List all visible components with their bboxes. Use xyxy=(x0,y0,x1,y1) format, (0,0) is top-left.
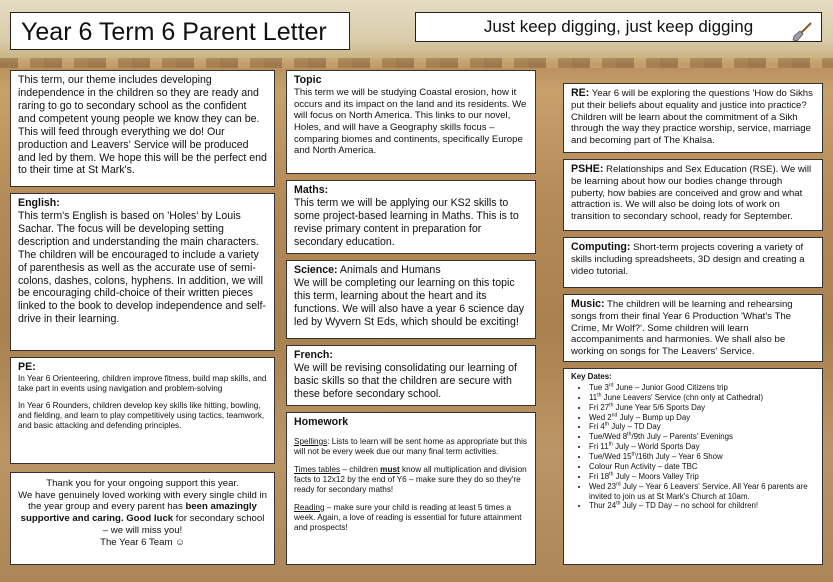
motto-banner xyxy=(415,12,822,42)
key-date-item xyxy=(589,413,815,423)
topic-section xyxy=(286,70,536,174)
key-dates-heading: Key Dates: xyxy=(571,372,612,381)
french-section xyxy=(286,345,536,406)
topic-heading: Topic xyxy=(294,74,322,86)
motto-text: Just keep digging, just keep digging xyxy=(483,17,754,36)
computing-heading: Computing: xyxy=(571,241,631,253)
key-date-ordinal: th xyxy=(608,441,613,448)
spellings-text: : Lists to learn will be sent home as appropriate but this will not be every week due our many final term activities. xyxy=(294,436,528,456)
re-heading: RE: xyxy=(571,87,590,99)
intro-section xyxy=(10,70,275,187)
french-heading: French: xyxy=(294,349,333,361)
science-text: We will be completing our learning on this topic this term, learning about the heart and its functions. We will also have a year 6 science day led by Wyvern St Eds, which should be exciting! xyxy=(294,276,525,328)
key-date-post: July – Moors Valley Trip xyxy=(613,471,699,481)
key-date-pre: Tue/Wed 15 xyxy=(589,452,632,461)
key-date-post: July – TD Day – no school for children! xyxy=(620,501,759,511)
key-date-item xyxy=(589,452,815,462)
reading-text: – make sure your child is reading at least 5 times a week. Again, a love of reading is essential for future attainment and prospects! xyxy=(294,502,522,532)
key-date-post: /16th July – Year 6 Show xyxy=(635,452,723,461)
maths-heading: Maths: xyxy=(294,184,329,196)
computing-section xyxy=(563,237,823,288)
homework-timestables xyxy=(294,465,528,495)
key-dates-section xyxy=(563,368,823,565)
key-date-post: /9th July – Parents' Evenings xyxy=(631,432,733,442)
key-date-pre: Fri 11 xyxy=(589,442,609,452)
key-date-pre: Fri 27 xyxy=(589,402,610,412)
timestables-text1: – children xyxy=(340,464,381,474)
key-date-ordinal: th xyxy=(627,431,632,438)
key-date-pre: 11 xyxy=(589,392,598,402)
reading-label: Reading xyxy=(294,502,325,512)
key-date-ordinal: th xyxy=(631,451,636,458)
key-date-post: June Year 5/6 Sports Day xyxy=(613,402,706,412)
spade-icon xyxy=(791,21,813,42)
re-section xyxy=(563,83,823,153)
maths-text: This term we will be applying our KS2 skills to some project-based learning in Maths. This is to revise primary content in preparation for secondary education. xyxy=(294,196,519,248)
re-text: Year 6 will be exploring the questions 'How do Sikhs put their beliefs about equality and justice into practice? Children will be learn about the commitment of a Sikh through the way they practice worship, service, marriage and becoming part of The Khalsa. xyxy=(571,88,813,147)
maths-section xyxy=(286,180,536,254)
key-date-ordinal: th xyxy=(604,421,610,428)
pe-section xyxy=(10,357,275,464)
topic-text: This term we will be studying Coastal erosion, how it occurs and its impact on the land and its residents. We will focus on North America. This links to our novel, Holes, and will have a Geography skills focus – comparing biomes and continents, specifically Europe and North America. xyxy=(294,86,527,157)
timestables-label: Times tables xyxy=(294,464,341,474)
science-section xyxy=(286,260,536,339)
science-subject: Animals and Humans xyxy=(337,264,441,276)
key-date-pre: Wed 23 xyxy=(589,481,617,491)
key-date-post: July – Year 6 Leavers' Service. All Year 6 parents are invited to join us at St Mark's Church at 10am. xyxy=(589,481,808,501)
homework-spellings xyxy=(294,437,528,457)
key-date-item xyxy=(589,403,815,413)
key-date-pre: Fri 18 xyxy=(589,471,610,481)
key-date-pre: Thur 24 xyxy=(589,501,617,511)
key-date-pre: Tue 3 xyxy=(589,382,609,392)
key-date-pre: Colour Run Activity – date TBC xyxy=(589,461,698,471)
key-date-ordinal: th xyxy=(609,471,614,478)
french-text: We will be revising consolidating our learning of basic skills so that the children are secure with these before secondary school. xyxy=(294,361,517,400)
computing-text: Short-term projects covering a variety of skills including spreadsheets, 3D design and creating a video tutorial. xyxy=(571,242,805,277)
key-date-pre: Tue/Wed 8 xyxy=(589,432,628,442)
thanks-emphasis: been amazingly supportive and caring. Good luck xyxy=(20,501,257,525)
thanks-line2c: for secondary school – we will miss you! xyxy=(102,513,265,536)
pe-para1: In Year 6 Orienteering, children improve fitness, build map skills, and take part in events using navigation and problem-solving xyxy=(18,373,267,393)
key-date-pre: Fri 4 xyxy=(589,422,605,432)
pe-para2: In Year 6 Rounders, children develop key skills like hitting, bowling, and fielding, and learn to play competitively using tactics, teamwork, and basic attacking and defending principles. xyxy=(18,400,265,430)
thanks-line2a: We have genuinely loved working with every single child in the year group and every parent has xyxy=(18,489,267,513)
key-date-post: June – Junior Good Citizens trip xyxy=(613,382,728,392)
key-date-post: July – World Sports Day xyxy=(612,442,700,452)
key-date-item xyxy=(589,432,815,442)
timestables-text2: know all multiplication and division facts to 12x12 by the end of Y6 – make sure they do so they're ready for secondary maths! xyxy=(294,464,527,494)
thanks-signature: The Year 6 Team xyxy=(100,536,173,548)
key-date-post: June Leavers' Service (chn only at Cathedral) xyxy=(601,392,764,402)
key-date-ordinal: th xyxy=(616,500,621,507)
pshe-heading: PSHE: xyxy=(571,163,604,175)
key-date-ordinal: rd xyxy=(616,481,621,487)
science-heading: Science: xyxy=(294,264,338,276)
pshe-section xyxy=(563,159,823,231)
timestables-must: must xyxy=(380,464,400,474)
homework-reading xyxy=(294,503,528,533)
pshe-text: Relationships and Sex Education (RSE). We will be learning about how our bodies change through puberty, how babies are conceived and grow and what attraction is. We will also be doing lots of work on transition to secondary school, ready for September. xyxy=(571,164,812,223)
english-section xyxy=(10,193,275,351)
spellings-label: Spellings xyxy=(294,436,328,446)
pe-heading: PE: xyxy=(18,361,36,373)
key-date-post: July – TD Day xyxy=(609,422,661,432)
key-date-item xyxy=(589,462,815,472)
intro-text: This term, our theme includes developing independence in the children so they are ready and raring to go to secondary school as the confident and competent young people we know they can be. This will feed through everything we do! Our production and Leavers' Service will be produced and led by them. We hope this will be the perfect end to their time at St Mark's. xyxy=(18,74,267,177)
english-text: This term's English is based on 'Holes' by Louis Sachar. The focus will be developing setting description and understanding the main characters. The children will be encouraged to include a variety of parenthesis as well as the accurate use of semi-colons, dashes, colons, hyphens. In addition, we will be encouraging child-choice of their written pieces linked to the book to develop independence and self-drive in their learning. xyxy=(18,209,266,326)
key-date-item xyxy=(589,482,815,502)
homework-heading: Homework xyxy=(294,416,349,428)
key-date-post: July – Bump up Day xyxy=(617,412,691,422)
homework-section xyxy=(286,412,536,565)
key-date-pre: Wed 2 xyxy=(589,412,612,422)
english-heading: English: xyxy=(18,197,60,209)
music-heading: Music: xyxy=(571,298,605,310)
key-date-ordinal: th xyxy=(609,402,614,408)
key-date-ordinal: nd xyxy=(611,411,618,418)
key-date-ordinal: th xyxy=(597,392,602,399)
smiley-icon: ☺ xyxy=(175,536,185,548)
key-date-item xyxy=(589,472,815,482)
music-text: The children will be learning and rehearsing songs from their final Year 6 Production 'What's The Crime, Mr Wolf?'. Some children will learn accompaniments and harmonies. We shall also be working on songs for The Leavers' Service. xyxy=(571,299,793,358)
key-dates-list xyxy=(571,383,815,511)
thanks-line1: Thank you for your ongoing support this year. xyxy=(46,478,239,489)
key-date-item xyxy=(589,501,815,511)
page-title: Year 6 Term 6 Parent Letter xyxy=(10,12,350,50)
key-date-item xyxy=(589,393,815,403)
key-date-ordinal: rd xyxy=(608,382,614,389)
background-desert xyxy=(0,58,833,68)
key-date-item xyxy=(589,442,815,452)
thanks-section xyxy=(10,472,275,565)
music-section xyxy=(563,294,823,362)
key-date-item xyxy=(589,422,815,432)
key-date-item xyxy=(589,383,815,393)
